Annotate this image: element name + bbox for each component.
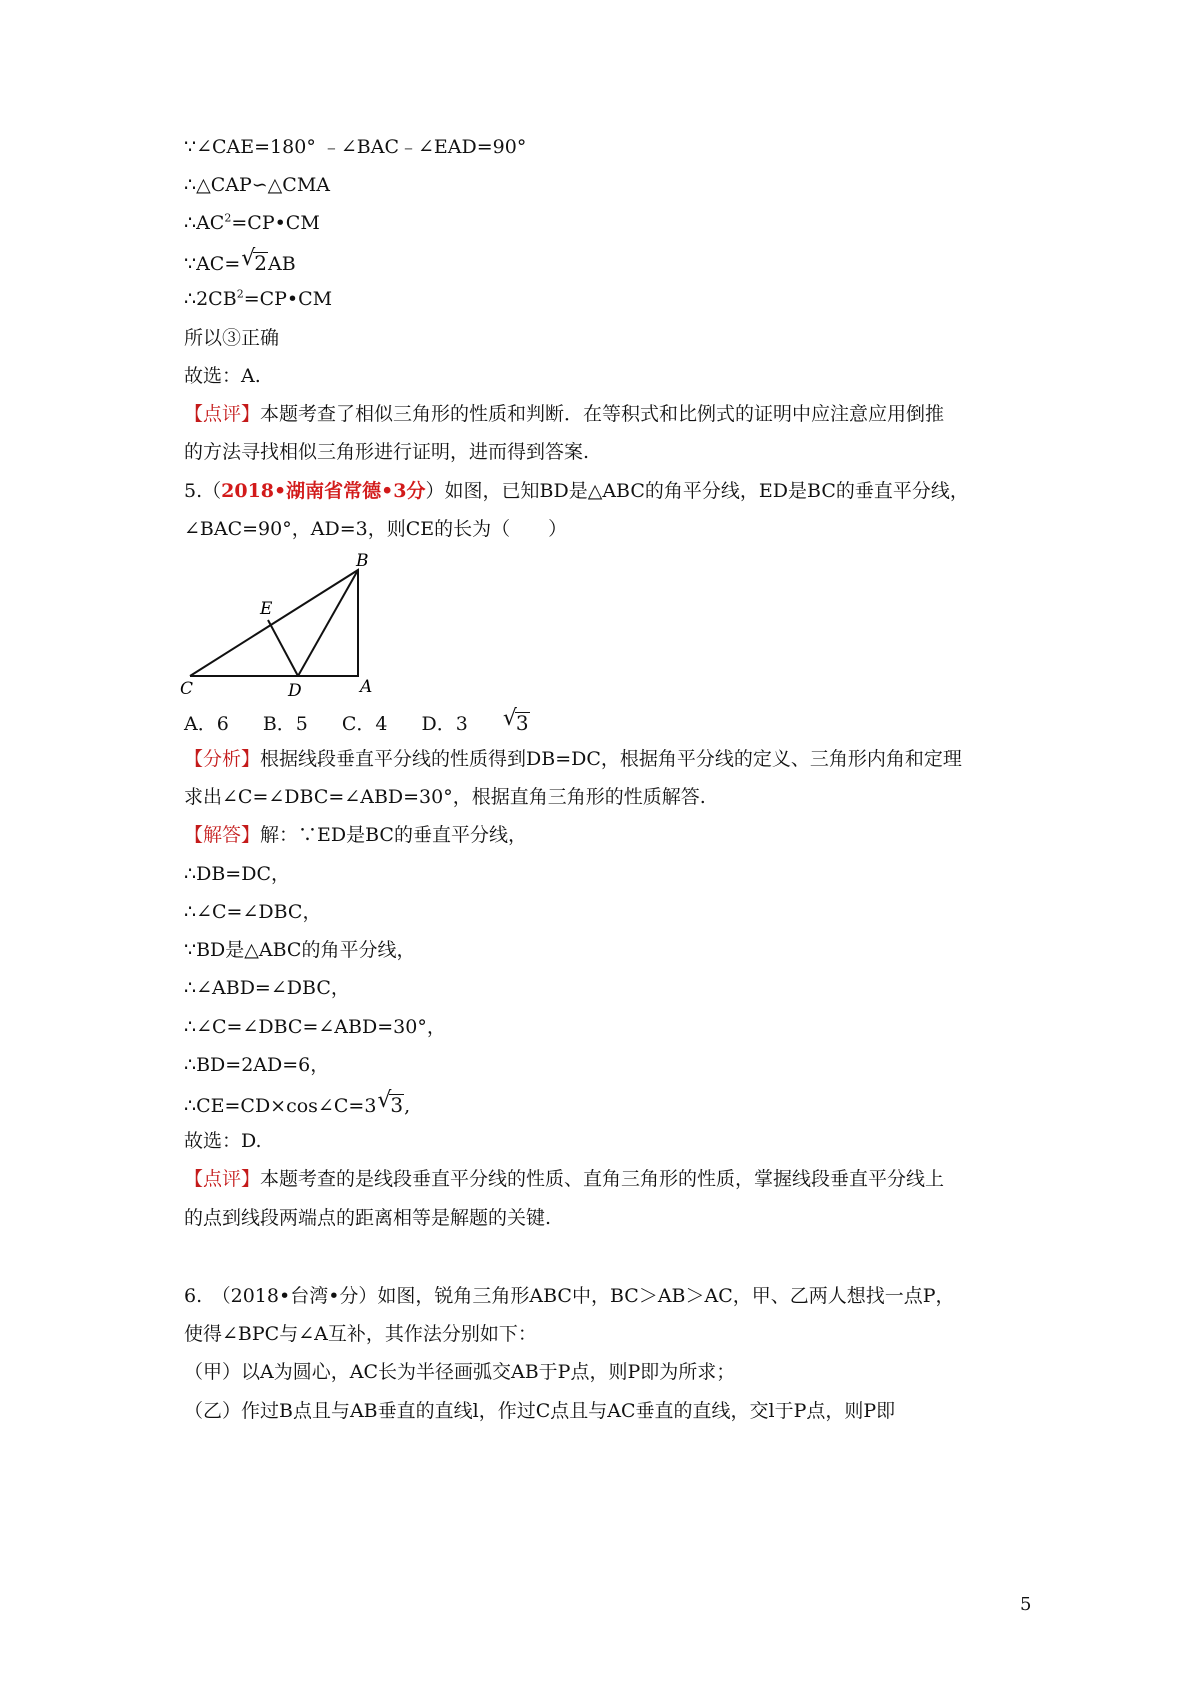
option-a: A．6 (184, 713, 229, 735)
text-line: ∴BD=2AD=6， (184, 1054, 330, 1076)
text-line: $\therefore 2CB^2=CP•CM$ (184, 287, 333, 310)
option-c: C．4 (341, 713, 388, 735)
label-c: C (180, 679, 194, 699)
review-paragraph: 【点评】本题考查了相似三角形的性质和判断．在等积式和比例式的证明中应注意应用倒推 (184, 403, 945, 425)
text-line: ∴∠ABD=∠DBC， (184, 977, 350, 999)
text-line: ∠BAC=90°，AD=3，则CE的长为（ ） (184, 518, 568, 540)
triangle-figure (180, 550, 400, 700)
text-line: 的方法寻找相似三角形进行证明，进而得到答案. (184, 441, 590, 463)
text-line: ∵∠CAE=180° ﹣∠BAC﹣∠EAD=90° (184, 136, 527, 158)
text-line: （乙）作过B点且与AB垂直的直线l，作过C点且与AC垂直的直线，交l于P点，则P即 (184, 1400, 896, 1422)
label-a: A (360, 677, 373, 697)
text-line: 故选：A. (184, 365, 261, 387)
sqrt-symbol: √ 2 (241, 246, 268, 275)
options (184, 706, 632, 735)
text-line: 使得∠BPC与∠A互补，其作法分别如下： (184, 1323, 537, 1345)
label-b: B (356, 551, 369, 571)
text-line: ∵AC= √ 2AB (184, 246, 296, 275)
text-line: 的点到线段两端点的距离相等是解题的关键. (184, 1207, 552, 1229)
text-line: ∴△CAP∽△CMA (184, 174, 330, 196)
solution-paragraph: 【解答】解：∵ED是BC的垂直平分线， (184, 824, 527, 846)
text-line: ∴∠C=∠DBC=∠ABD=30°， (184, 1016, 446, 1038)
text-line: 所以③正确 (184, 327, 280, 349)
text-line: ∴∠C=∠DBC， (184, 901, 322, 923)
text-line: （甲）以A为圆心，AC长为半径画弧交AB于P点，则P即为所求； (184, 1361, 736, 1383)
label-e: E (260, 599, 273, 619)
text-line: ∵BD是△ABC的角平分线， (184, 939, 416, 961)
question-6: 6. （2018•台湾•分）如图，锐角三角形ABC中，BC＞AB＞AC，甲、乙两人想找一点P， (184, 1285, 955, 1307)
question-5: 5.（2018•湖南省常德•3分）如图，已知BD是△ABC的角平分线，ED是BC的垂直平分线， (184, 480, 969, 502)
review-paragraph: 【点评】本题考查的是线段垂直平分线的性质、直角三角形的性质，掌握线段垂直平分线上 (184, 1168, 945, 1190)
text-line: ∴DB=DC， (184, 863, 290, 885)
text-line: ∴CE=CD×cos∠C=3 √ 3, (184, 1088, 411, 1117)
text-line: $\therefore AC^2=CP•CM$ (184, 211, 320, 234)
label-d: D (288, 681, 302, 700)
text-line: 求出∠C=∠DBC=∠ABD=30°，根据直角三角形的性质解答. (184, 786, 706, 808)
option-d: D．3 √ 3 (421, 706, 529, 735)
text-line: 故选：D. (184, 1130, 262, 1152)
page-number: 5 (1020, 1594, 1032, 1615)
option-b: B．5 (262, 713, 308, 735)
analysis-paragraph: 【分析】根据线段垂直平分线的性质得到DB=DC，根据角平分线的定义、三角形内角和定理 (184, 748, 962, 770)
